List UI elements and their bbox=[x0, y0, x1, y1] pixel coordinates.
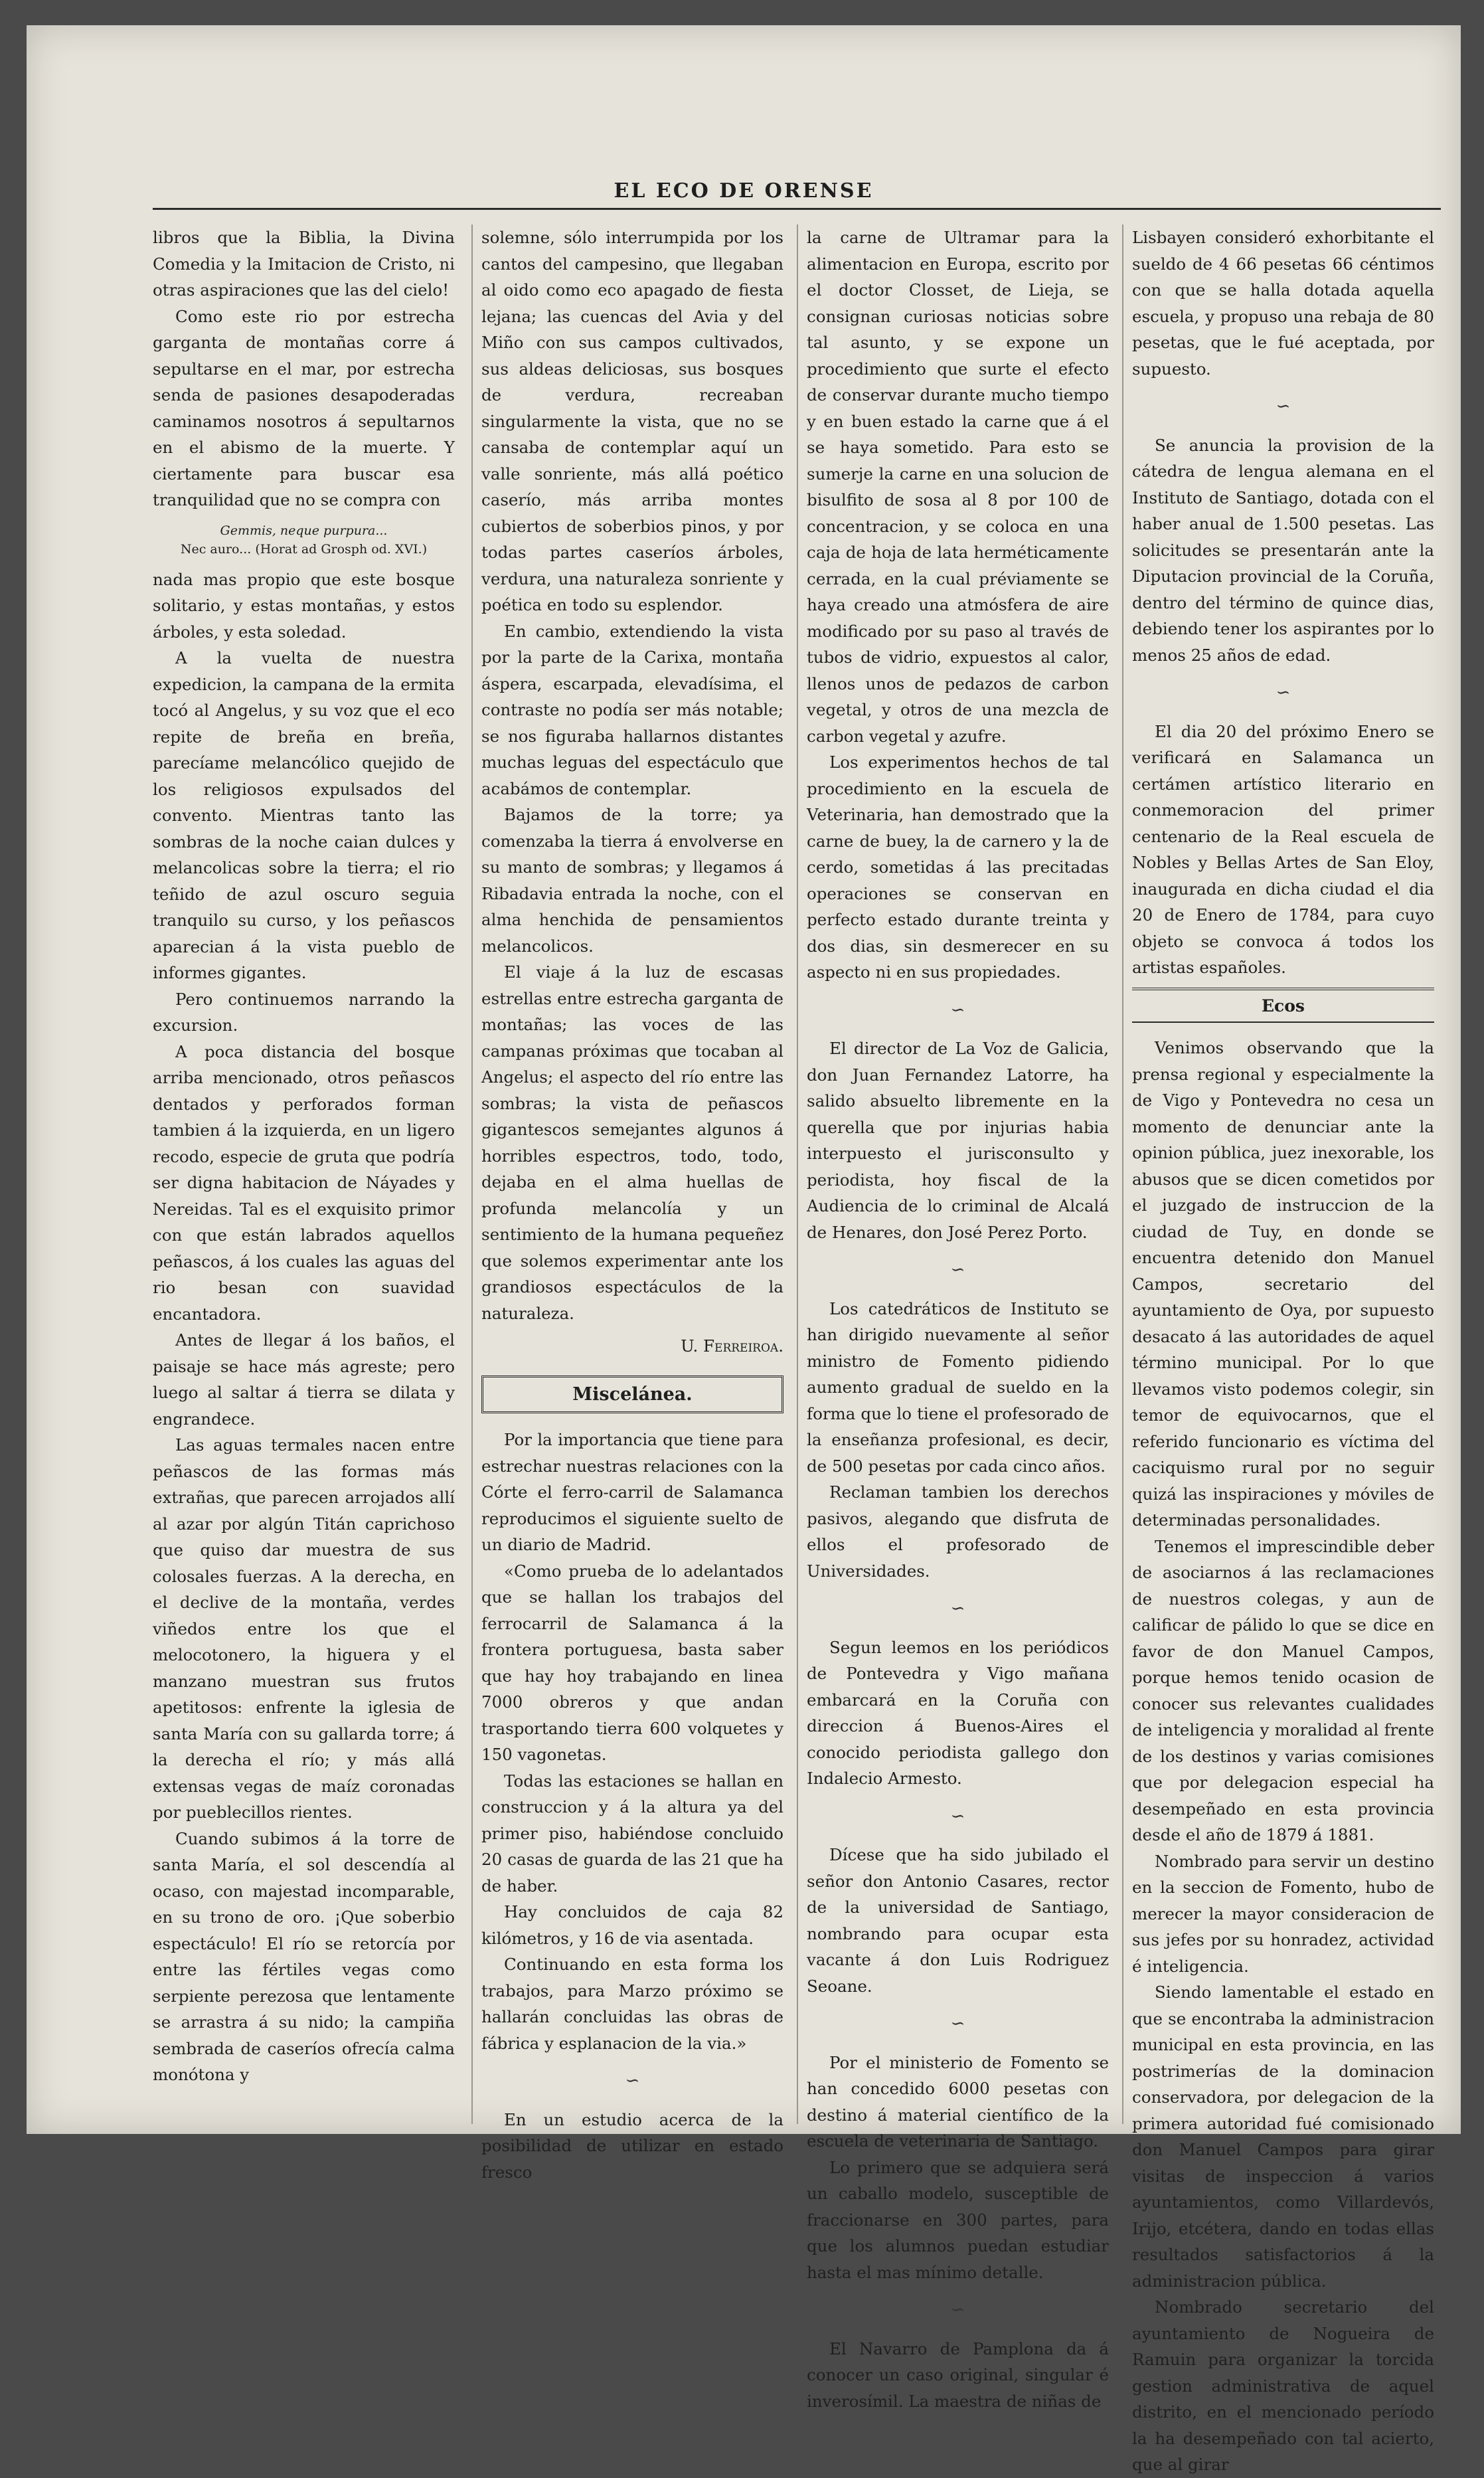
paragraph: nada mas propio que este bosque solitario, y estas montañas, y estos árboles, y esta soledad. bbox=[153, 569, 455, 642]
paragraph: Pero continuemos narrando la excursion. bbox=[153, 989, 455, 1035]
paragraph: Bajamos de la torre; ya comenzaba la tierra á envolverse en su manto de sombras; y llegamos á Ribadavia entrada la noche, con el alma henchida de pensamientos melancolicos. bbox=[481, 805, 783, 956]
paragraph: Cuando subimos á la torre de santa María, el sol descendía al ocaso, con majestad incomparable, en su trono de oro. ¡Que soberbio espectáculo! El río se retorcía por entre las fértiles vegas como serpiente perezosa que lentamente se arrastra á su nido; la campiña sembrada de caseríos ofrecía calma monótona y bbox=[153, 1828, 455, 2084]
paragraph: Segun leemos en los periódicos de Pontevedra y Vigo mañana embarcará en la Coruña con direccion á Buenos-Aires el conocido periodista gallego don Indalecio Armesto. bbox=[807, 1637, 1109, 1788]
latin-quote bbox=[153, 521, 455, 559]
paragraph: Reclaman tambien los derechos pasivos, alegando que disfruta de ellos el profesorado de Universidades. bbox=[807, 1482, 1109, 1581]
column-3 bbox=[807, 224, 1109, 2411]
paragraph: Siendo lamentable el estado en que se encontraba la administracion municipal en esta provincia, en las postrimerías de la dominacion conservadora, por delegacion de la primera autoridad fué comisionado don Manuel Campos para girar visitas de inspeccion á varios ayuntamientos, como Villardevós, Irijo, etcétera, dando en todas ellas resultados satisfactorios á la administracion pública. bbox=[1132, 1983, 1434, 2291]
paragraph: El dia 20 del próximo Enero se verificará en Salamanca un certámen artístico literario en conmemoracion del primer centenario de la Real escuela de Nobles y Bellas Artes de San Eloy, inaugurada en dicha ciudad el dia 20 de Enero de 1784, para cuyo objeto se convoca á todos los artistas españoles. bbox=[1132, 721, 1434, 977]
paragraph: En un estudio acerca de la posibilidad de utilizar en estado fresco bbox=[481, 2109, 783, 2182]
paragraph: A poca distancia del bosque arriba mencionado, otros peñascos dentados y perforados forman tambien á la izquierda, en un ligero recodo, especie de gruta que podría ser digna habitacion de Náyades y Nereidas. Tal es el exquisito primor con que están labrados aquellos peñascos, á los cuales las aguas del rio besan con suavidad encantadora. bbox=[153, 1041, 455, 1324]
paragraph: Hay concluidos de caja 82 kilómetros, y 16 de via asentada. bbox=[481, 1902, 783, 1948]
paragraph: El Navarro de Pamplona da á conocer un caso original, singular é inverosímil. La maestra de niñas de bbox=[807, 2339, 1109, 2411]
paragraph: Como este rio por estrecha garganta de montañas corre á sepultarse en el mar, por estrecha senda de pasiones desapoderadas caminamos nosotros á sepultarnos en el abismo de la muerte. Y ciertamente para buscar esa tranquilidad que no se compra con bbox=[153, 306, 455, 509]
paragraph: solemne, sólo interrumpida por los cantos del campesino, que llegaban al oido como eco apagado de fiesta lejana; las cuencas del Avia y del Miño con sus campos cultivados, sus aldeas deliciosas, sus bosques de verdura, recreaban singularmente la vista, que no se cansaba de contemplar aquí un valle sonriente, más allá poético caserío, más arriba montes cubiertos de soberbios pinos, y por todas partes caseríos árboles, verdura, una naturaleza sonriente y poética en todo su esplendor. bbox=[481, 228, 783, 614]
paragraph: Venimos observando que la prensa regional y especialmente la de Vigo y Pontevedra no cesa un momento de denunciar ante la opinion pública, juez inexorable, los abusos que se dicen cometidos por el juzgado de instruccion de la ciudad de Tuy, en donde se encuentra detenido don Manuel Campos, secretario del ayuntamiento de Oya, por supuesto desacato á las autoridades de aquel término municipal. Por lo que llevamos visto podemos colegir, sin temor de equivocarnos, que el referido funcionario es víctima del caciquismo rural por no seguir quizá las inspiraciones y móviles de determinadas personalidades. bbox=[1132, 1038, 1434, 1530]
paragraph: Se anuncia la provision de la cátedra de lengua alemana en el Instituto de Santiago, dotada con el haber anual de 1.500 pesetas. Las solicitudes se presentarán ante la Diputacion provincial de la Coruña, dentro del término de quince dias, debiendo tener los aspirantes por lo menos 25 años de edad. bbox=[1132, 435, 1434, 665]
paragraph: Nombrado para servir un destino en la seccion de Fomento, hubo de merecer la mayor consideracion de sus jefes por su honradez, actividad é inteligencia. bbox=[1132, 1851, 1434, 1976]
paragraph: Tenemos el imprescindible deber de asociarnos á las reclamaciones de nuestros colegas, y aun de calificar de pálido lo que se dice en favor de don Manuel Campos, porque hemos tenido ocasion de conocer sus relevantes cualidades de inteligencia y moralidad al frente de los destinos y varias comisiones que por delegacion especial ha desempeñado en esta provincia desde el año de 1879 á 1881. bbox=[1132, 1536, 1434, 1844]
ornament-separator: ∽ bbox=[950, 1260, 965, 1280]
paragraph: Antes de llegar á los baños, el paisaje se hace más agreste; pero luego al saltar á tierra se dilata y engrandece. bbox=[153, 1330, 455, 1429]
paragraph: Las aguas termales nacen entre peñascos de las formas más extrañas, que parecen arrojados allí al azar por algún Titán caprichoso que quiso dar muestra de sus colosales fuerzas. A la derecha, en el declive de la montaña, verdes viñedos entre los que el melocotonero, la higuera y el manzano muestran sus frutos apetitosos: enfrente la iglesia de santa María con su gallarda torre; á la derecha el río; y más allá extensas vegas de maíz coronadas por pueblecillos rientes. bbox=[153, 1435, 455, 1822]
paragraph: Lo primero que se adquiera será un caballo modelo, susceptible de fraccionarse en 300 partes, para que los alumnos puedan estudiar hasta el mas mínimo detalle. bbox=[807, 2157, 1109, 2282]
column-divider bbox=[471, 224, 473, 2124]
paragraph: Lisbayen consideró exhorbitante el sueldo de 4 66 pesetas 66 céntimos con que se halla dotada aquella escuela, y propuso una rebaja de 80 pesetas, que le fué aceptada, por supuesto. bbox=[1132, 228, 1434, 379]
column-2 bbox=[481, 224, 783, 2182]
section-heading-miscelanea: Miscelánea. bbox=[481, 1375, 783, 1414]
paragraph: Los catedráticos de Instituto se han dirigido nuevamente al señor ministro de Fomento pidiendo aumento gradual de sueldo en la forma que lo tiene el profesorado de la enseñanza profesional, es decir, de 500 pesetas por cada cinco años. bbox=[807, 1298, 1109, 1476]
ornament-separator: ∽ bbox=[950, 2300, 965, 2320]
ornament-separator: ∽ bbox=[1276, 397, 1291, 416]
column-divider bbox=[797, 224, 798, 2124]
paragraph: Por el ministerio de Fomento se han concedido 6000 pesetas con destino á material científico de la escuela de veterinaria de Santiago. bbox=[807, 2052, 1109, 2151]
ornament-separator: ∽ bbox=[1276, 683, 1291, 703]
paragraph: «Como prueba de lo adelantados que se hallan los trabajos del ferrocarril de Salamanca á la frontera portuguesa, basta saber que hay hoy trabajando en linea 7000 obreros y que andan trasportando tierra 600 volquetes y 150 vagonetas. bbox=[481, 1561, 783, 1764]
paragraph: Nombrado secretario del ayuntamiento de Nogueira de Ramuin para organizar la torcida gestion administrativa de aquel distrito, en el mencionado período la ha desempeñado con tal acierto, que al girar bbox=[1132, 2297, 1434, 2474]
paragraph: la carne de Ultramar para la alimentacion en Europa, escrito por el doctor Closset, de Lieja, se consignan curiosas noticias sobre tal asunto, y se expone un procedimiento que surte el efecto de conservar durante mucho tiempo y en buen estado la carne que á el se haya sometido. Para esto se sumerje la carne en una solucion de bisulfito de sosa al 8 por 100 de concentracion, y se coloca en una caja de hoja de lata herméticamente cerrada, en la cual préviamente se haya creado una atmósfera de aire modificado por su paso al través de tubos de vidrio, expuestos al calor, llenos unos de pedazos de carbon vegetal, y otros de una mezcla de carbon vegetal y azufre. bbox=[807, 228, 1109, 746]
paragraph: Continuando en esta forma los trabajos, para Marzo próximo se hallarán concluidas las obras de fábrica y esplanacion de la via.» bbox=[481, 1955, 783, 2053]
masthead-title: EL ECO DE ORENSE bbox=[614, 179, 874, 203]
paragraph: En cambio, extendiendo la vista por la parte de la Carixa, montaña áspera, escarpada, elevadísima, el contraste no podía ser más notable; se nos figuraba hallarnos distantes muchas leguas del espectáculo que acabámos de contemplar. bbox=[481, 621, 783, 798]
section-heading-ecos: Ecos bbox=[1132, 988, 1434, 1023]
paragraph: A la vuelta de nuestra expedicion, la campana de la ermita tocó al Angelus, y su voz que el eco repite de breña en breña, parecíame melancólico quejido de los religiosos expulsados del convento. Mientras tanto las sombras de la noche caian dulces y melancolicas sobre la tierra; el rio teñido de azul oscuro seguia tranquilo su curso, y los peñascos aparecian á la vista pueblo de informes gigantes. bbox=[153, 648, 455, 982]
ornament-separator: ∽ bbox=[950, 1599, 965, 1619]
column-4 bbox=[1132, 224, 1434, 2474]
quote-line: Gemmis, neque purpura... bbox=[220, 523, 388, 538]
masthead-rule bbox=[153, 208, 1441, 210]
ornament-separator: ∽ bbox=[950, 2014, 965, 2034]
paragraph: libros que la Biblia, la Divina Comedia y la Imitacion de Cristo, ni otras aspiraciones que las del cielo! bbox=[153, 228, 455, 300]
paragraph: Los experimentos hechos de tal procedimiento en la escuela de Veterinaria, han demostrado que la carne de buey, la de carnero y la de cerdo, sometidas á las precitadas operaciones se conservan en perfecto estado durante treinta y dos dias, sin desmerecer en su aspecto ni en sus propiedades. bbox=[807, 752, 1109, 982]
newspaper-page bbox=[27, 25, 1461, 2474]
paragraph: El viaje á la luz de escasas estrellas entre estrecha garganta de montañas; las voces de las campanas próximas que tocaban al Angelus; el aspecto del río entre las sombras; la vista de peñascos gigantescos semejantes algunos á horribles espectros, todo, todo, dejaba en el alma huellas de profunda melancolía y un sentimiento de la humana pequeñez que solemos experimentar ante los grandiosos espectáculos de la naturaleza. bbox=[481, 962, 783, 1323]
paragraph: Por la importancia que tiene para estrechar nuestras relaciones con la Córte el ferro-carril de Salamanca reproducimos el siguiente suelto de un diario de Madrid. bbox=[481, 1430, 783, 1554]
ornament-separator: ∽ bbox=[950, 1806, 965, 1826]
paragraph: El director de La Voz de Galicia, don Juan Fernandez Latorre, ha salido absuelto libremente en la querella que por injurias habia interpuesto el jurisconsulto y periodista, hoy fiscal de la Audiencia de lo criminal de Alcalá de Henares, don José Perez Porto. bbox=[807, 1039, 1109, 1242]
paragraph: Todas las estaciones se hallan en construccion y á la altura ya del primer piso, habiéndose concluido 20 casas de guarda de las 21 que ha de haber. bbox=[481, 1771, 783, 1896]
column-1 bbox=[153, 224, 455, 2124]
ornament-separator: ∽ bbox=[625, 2071, 640, 2091]
paragraph: Dícese que ha sido jubilado el señor don Antonio Casares, rector de la universidad de Santiago, nombrando para ocupar esta vacante á don Luis Rodriguez Seoane. bbox=[807, 1845, 1109, 1996]
ornament-separator: ∽ bbox=[950, 1000, 965, 1020]
author-signature: U. Ferreiroa. bbox=[681, 1336, 783, 1356]
quote-citation: Nec auro... (Horat ad Grosph od. XVI.) bbox=[180, 541, 428, 557]
column-divider bbox=[1122, 224, 1123, 2124]
